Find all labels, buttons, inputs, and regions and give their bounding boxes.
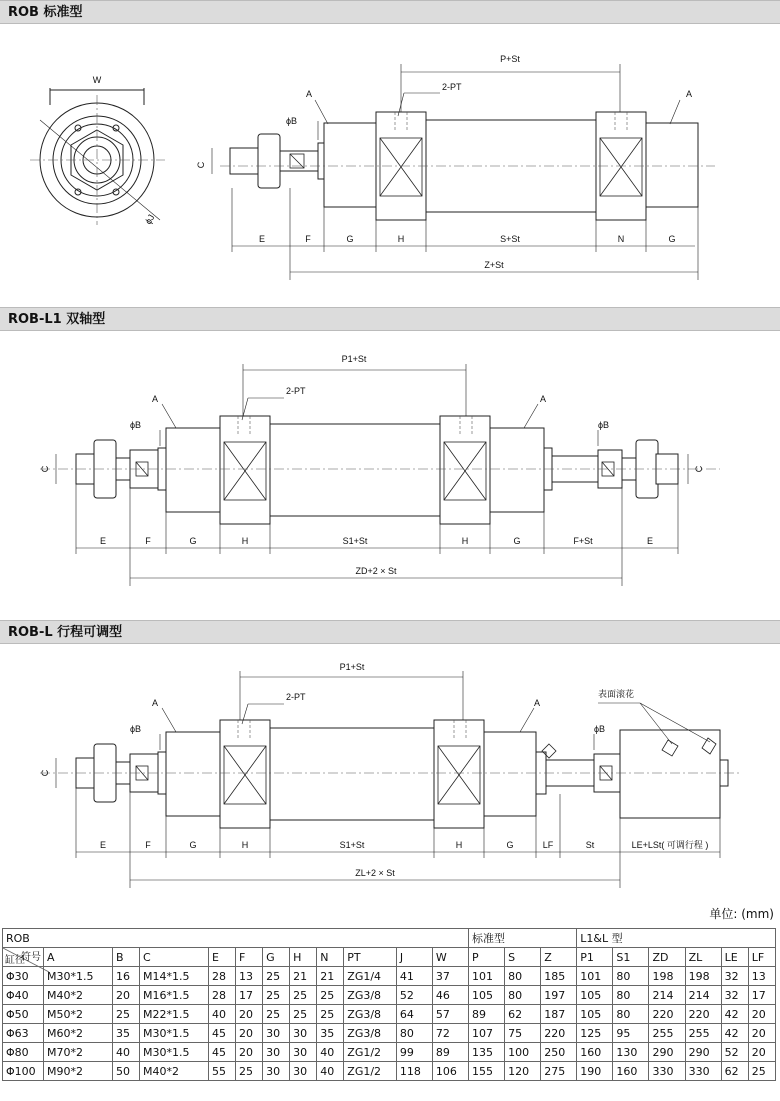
corner-cell xyxy=(3,948,44,967)
table-cell: M50*2 xyxy=(44,1005,113,1024)
column-header: B xyxy=(112,948,139,967)
column-header-row xyxy=(3,948,776,967)
rear-port-block xyxy=(434,720,484,828)
table-cell: 80 xyxy=(613,986,649,1005)
table-cell: 214 xyxy=(649,986,685,1005)
group-std: 标准型 xyxy=(469,929,577,948)
table-cell: 32 xyxy=(721,967,748,986)
table-cell: 25 xyxy=(263,1005,290,1024)
table-cell: ZG1/4 xyxy=(344,967,397,986)
table-cell: M40*2 xyxy=(140,1062,209,1081)
table-cell: 330 xyxy=(685,1062,721,1081)
section-title: ROB-L 行程可调型 xyxy=(8,625,123,640)
table-cell: 16 xyxy=(112,967,139,986)
table-cell: 20 xyxy=(236,1005,263,1024)
table-cell: 30 xyxy=(290,1062,317,1081)
table-cell: 155 xyxy=(469,1062,505,1081)
table-cell: 220 xyxy=(541,1024,577,1043)
table-cell: M40*2 xyxy=(44,986,113,1005)
table-cell: 30 xyxy=(263,1043,290,1062)
dim-label-p: P+St xyxy=(500,54,520,64)
table-cell: M60*2 xyxy=(44,1024,113,1043)
cylinder-barrel xyxy=(270,424,440,516)
table-cell: 330 xyxy=(649,1062,685,1081)
table-cell: M16*1.5 xyxy=(140,986,209,1005)
dim-label-g: G xyxy=(346,234,354,244)
dim-label-p1: P1+St xyxy=(341,354,367,364)
table-cell: 190 xyxy=(577,1062,613,1081)
dim-label-f2: F+St xyxy=(573,536,593,546)
table-cell: M14*1.5 xyxy=(140,967,209,986)
column-header: S xyxy=(505,948,541,967)
column-header: S1 xyxy=(613,948,649,967)
table-cell: 45 xyxy=(208,1024,235,1043)
rob-standard-drawing xyxy=(0,26,780,306)
table-cell: 100 xyxy=(505,1043,541,1062)
table-cell: 25 xyxy=(748,1062,775,1081)
table-cell: M30*1.5 xyxy=(140,1024,209,1043)
rear-cap xyxy=(490,428,544,512)
label-a-left: A xyxy=(152,698,159,708)
column-header: H xyxy=(290,948,317,967)
dim-label-z: Z+St xyxy=(484,260,504,270)
table-cell: 80 xyxy=(396,1024,432,1043)
bore-cell: Φ30 xyxy=(3,967,44,986)
table-cell: 37 xyxy=(432,967,468,986)
dim-label-e2: E xyxy=(646,536,654,546)
table-cell: 25 xyxy=(317,1005,344,1024)
column-header: G xyxy=(263,948,290,967)
table-cell: 105 xyxy=(469,986,505,1005)
table-cell: 21 xyxy=(317,967,344,986)
table-cell: 89 xyxy=(469,1005,505,1024)
dim-label-w: W xyxy=(92,75,102,85)
dim-label-g1: G xyxy=(189,536,197,546)
table-cell: 30 xyxy=(290,1024,317,1043)
dim-label-f1: F xyxy=(145,536,151,546)
table-cell: M30*1.5 xyxy=(140,1043,209,1062)
dim-label-e: E xyxy=(99,840,107,850)
section-header-rob-l1 xyxy=(0,307,780,331)
table-row xyxy=(3,1005,776,1024)
dim-label-le: LE+LSt( 可调行程 ) xyxy=(631,840,709,850)
table-cell: ZG1/2 xyxy=(344,1062,397,1081)
dim-label-g1: G xyxy=(189,840,197,850)
table-cell: ZG3/8 xyxy=(344,1024,397,1043)
table-cell: 198 xyxy=(685,967,721,986)
table-cell: 290 xyxy=(649,1043,685,1062)
dim-label-zl: ZL+2 × St xyxy=(355,868,395,878)
front-port-block xyxy=(220,416,270,524)
dim-label-g2: G xyxy=(668,234,676,244)
table-cell: 20 xyxy=(748,1024,775,1043)
table-cell: 50 xyxy=(112,1062,139,1081)
table-cell: 275 xyxy=(541,1062,577,1081)
label-a-right: A xyxy=(540,394,547,404)
table-cell: 25 xyxy=(290,1005,317,1024)
rear-cap xyxy=(646,123,698,207)
table-cell: 101 xyxy=(577,967,613,986)
group-rob: ROB xyxy=(3,929,469,948)
label-a-left: A xyxy=(306,89,313,99)
table-cell: 255 xyxy=(649,1024,685,1043)
table-cell: 40 xyxy=(208,1005,235,1024)
table-cell: 105 xyxy=(577,986,613,1005)
table-cell: 62 xyxy=(505,1005,541,1024)
table-cell: 42 xyxy=(721,1024,748,1043)
table-row xyxy=(3,1062,776,1081)
corner-bottom: 缸径 xyxy=(5,955,25,966)
table-cell: 20 xyxy=(748,1043,775,1062)
front-cap xyxy=(166,732,220,816)
table-cell: 40 xyxy=(317,1062,344,1081)
dim-label-h2: H xyxy=(455,840,463,850)
table-cell: 13 xyxy=(748,967,775,986)
table-cell: 198 xyxy=(649,967,685,986)
table-cell: 220 xyxy=(649,1005,685,1024)
table-cell: 99 xyxy=(396,1043,432,1062)
front-cap xyxy=(324,123,376,207)
table-cell: 75 xyxy=(505,1024,541,1043)
label-2pt: 2-PT xyxy=(286,386,306,396)
table-cell: 30 xyxy=(263,1024,290,1043)
section-header-rob-l xyxy=(0,620,780,644)
table-cell: 120 xyxy=(505,1062,541,1081)
table-cell: 17 xyxy=(236,986,263,1005)
table-cell: 125 xyxy=(577,1024,613,1043)
table-cell: 25 xyxy=(263,967,290,986)
column-header: P1 xyxy=(577,948,613,967)
table-cell: M90*2 xyxy=(44,1062,113,1081)
table-cell: M70*2 xyxy=(44,1043,113,1062)
bore-cell: Φ100 xyxy=(3,1062,44,1081)
dim-label-zd: ZD+2 × St xyxy=(355,566,397,576)
group-l: L1&L 型 xyxy=(577,929,776,948)
dim-label-h: H xyxy=(397,234,405,244)
table-cell: 72 xyxy=(432,1024,468,1043)
column-header: F xyxy=(236,948,263,967)
label-knurl: 表面滚花 xyxy=(598,689,635,699)
dim-label-g2: G xyxy=(513,536,521,546)
table-cell: 160 xyxy=(577,1043,613,1062)
table-cell: M30*1.5 xyxy=(44,967,113,986)
label-a-left: A xyxy=(152,394,159,404)
table-cell: 20 xyxy=(236,1024,263,1043)
table-cell: ZG3/8 xyxy=(344,986,397,1005)
cylinder-barrel xyxy=(270,728,434,820)
label-2pt: 2-PT xyxy=(286,692,306,702)
table-cell: 80 xyxy=(505,967,541,986)
dim-label-c-left: C xyxy=(40,465,50,473)
section-title: ROB 标准型 xyxy=(8,5,83,20)
rear-cap xyxy=(484,732,536,816)
table-body xyxy=(3,967,776,1081)
bore-cell: Φ40 xyxy=(3,986,44,1005)
table-cell: 52 xyxy=(396,986,432,1005)
table-cell: 40 xyxy=(317,1043,344,1062)
table-cell: 20 xyxy=(112,986,139,1005)
table-cell: 89 xyxy=(432,1043,468,1062)
table-cell: 255 xyxy=(685,1024,721,1043)
table-cell: 187 xyxy=(541,1005,577,1024)
rob-l1-drawing xyxy=(0,332,780,620)
table-cell: 30 xyxy=(263,1062,290,1081)
dim-label-h1: H xyxy=(241,536,249,546)
bore-cell: Φ63 xyxy=(3,1024,44,1043)
dim-label-s1: S1+St xyxy=(339,840,365,850)
rob-l-drawing xyxy=(0,645,780,901)
section-title: ROB-L1 双轴型 xyxy=(8,312,106,327)
rear-port-block xyxy=(440,416,490,524)
column-header: LF xyxy=(748,948,775,967)
table-cell: 35 xyxy=(112,1024,139,1043)
column-header: E xyxy=(208,948,235,967)
table-cell: 55 xyxy=(208,1062,235,1081)
label-a-right: A xyxy=(534,698,541,708)
table-cell: 35 xyxy=(317,1024,344,1043)
dim-label-h1: H xyxy=(241,840,249,850)
table-cell: 25 xyxy=(290,986,317,1005)
spec-table xyxy=(2,928,776,1081)
table-cell: 28 xyxy=(208,967,235,986)
table-cell: 25 xyxy=(317,986,344,1005)
column-header: N xyxy=(317,948,344,967)
table-cell: 250 xyxy=(541,1043,577,1062)
dim-label-phib-right: ϕB xyxy=(594,724,606,734)
table-cell: 30 xyxy=(290,1043,317,1062)
column-header: J xyxy=(396,948,432,967)
rod-nut xyxy=(258,134,280,188)
table-cell: 80 xyxy=(613,967,649,986)
table-cell: 25 xyxy=(263,986,290,1005)
table-cell: 52 xyxy=(721,1043,748,1062)
front-port-block xyxy=(220,720,270,828)
dim-label-phij: ϕJ xyxy=(143,212,157,226)
label-a-right: A xyxy=(686,89,693,99)
table-cell: 62 xyxy=(721,1062,748,1081)
dim-label-e: E xyxy=(258,234,266,244)
label-2pt: 2-PT xyxy=(442,82,462,92)
dim-label-phib-left: ϕB xyxy=(130,420,142,430)
table-cell: 101 xyxy=(469,967,505,986)
column-header: P xyxy=(469,948,505,967)
dim-label-phib: ϕB xyxy=(286,116,298,126)
column-header: C xyxy=(140,948,209,967)
column-header: ZD xyxy=(649,948,685,967)
piston-rod-thread xyxy=(230,148,260,174)
table-cell: M22*1.5 xyxy=(140,1005,209,1024)
column-header: W xyxy=(432,948,468,967)
unit-label: 单位: (mm) xyxy=(709,907,774,921)
table-cell: 32 xyxy=(721,986,748,1005)
table-row xyxy=(3,1043,776,1062)
corner-top: 符号 xyxy=(21,952,41,963)
dim-label-e1: E xyxy=(99,536,107,546)
front-cap xyxy=(166,428,220,512)
table-cell: 160 xyxy=(613,1062,649,1081)
table-cell: 45 xyxy=(208,1043,235,1062)
table-cell: 107 xyxy=(469,1024,505,1043)
group-header-row xyxy=(3,929,776,948)
dim-label-c: C xyxy=(40,769,50,777)
dim-label-c-right: C xyxy=(694,465,704,473)
table-cell: 214 xyxy=(685,986,721,1005)
table-row xyxy=(3,967,776,986)
table-cell: 25 xyxy=(112,1005,139,1024)
dim-label-n: N xyxy=(617,234,625,244)
dim-label-lf: LF xyxy=(542,840,554,850)
table-cell: 220 xyxy=(685,1005,721,1024)
table-cell: 42 xyxy=(721,1005,748,1024)
dim-label-phib-right: ϕB xyxy=(598,420,610,430)
table-cell: 25 xyxy=(236,1062,263,1081)
table-cell: 20 xyxy=(236,1043,263,1062)
table-cell: 185 xyxy=(541,967,577,986)
bore-cell: Φ80 xyxy=(3,1043,44,1062)
dim-label-s1: S1+St xyxy=(342,536,368,546)
table-cell: 20 xyxy=(748,1005,775,1024)
dim-label-c: C xyxy=(196,161,206,169)
table-cell: 130 xyxy=(613,1043,649,1062)
table-cell: 135 xyxy=(469,1043,505,1062)
table-cell: 197 xyxy=(541,986,577,1005)
column-header: A xyxy=(44,948,113,967)
table-cell: 41 xyxy=(396,967,432,986)
column-header: Z xyxy=(541,948,577,967)
table-cell: 17 xyxy=(748,986,775,1005)
column-header: LE xyxy=(721,948,748,967)
table-cell: ZG1/2 xyxy=(344,1043,397,1062)
bore-cell: Φ50 xyxy=(3,1005,44,1024)
table-cell: 64 xyxy=(396,1005,432,1024)
table-cell: 118 xyxy=(396,1062,432,1081)
table-cell: 13 xyxy=(236,967,263,986)
section-header-rob xyxy=(0,0,780,24)
table-cell: 57 xyxy=(432,1005,468,1024)
table-cell: 80 xyxy=(613,1005,649,1024)
table-cell: 40 xyxy=(112,1043,139,1062)
dim-label-f: F xyxy=(145,840,151,850)
table-cell: 95 xyxy=(613,1024,649,1043)
dim-label-phib-left: ϕB xyxy=(130,724,142,734)
table-cell: 28 xyxy=(208,986,235,1005)
table-cell: 21 xyxy=(290,967,317,986)
dim-label-st: St xyxy=(585,840,595,850)
table-cell: 105 xyxy=(577,1005,613,1024)
table-cell: 290 xyxy=(685,1043,721,1062)
dim-label-p1: P1+St xyxy=(339,662,365,672)
table-cell: 80 xyxy=(505,986,541,1005)
table-cell: ZG3/8 xyxy=(344,1005,397,1024)
table-row xyxy=(3,986,776,1005)
dim-label-h2: H xyxy=(461,536,469,546)
table-cell: 46 xyxy=(432,986,468,1005)
dim-label-g2: G xyxy=(506,840,514,850)
column-header: PT xyxy=(344,948,397,967)
dim-label-s: S+St xyxy=(500,234,520,244)
dim-label-f: F xyxy=(305,234,311,244)
table-row xyxy=(3,1024,776,1043)
column-header: ZL xyxy=(685,948,721,967)
table-cell: 106 xyxy=(432,1062,468,1081)
